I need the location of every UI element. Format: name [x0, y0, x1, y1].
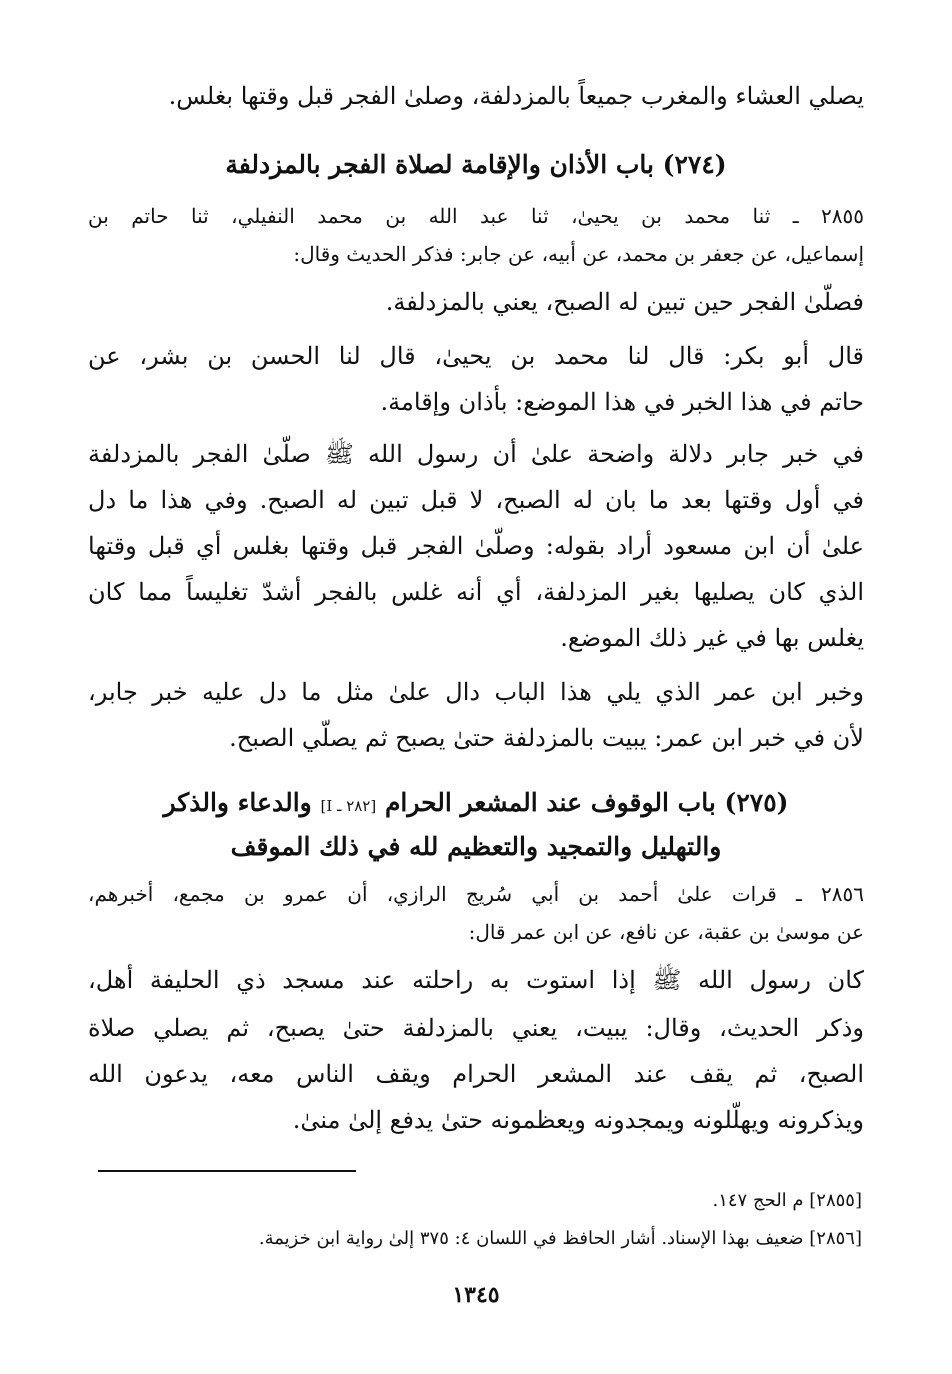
commentary-line: قال أبو بكر: قال لنا محمد بن يحيىٰ، قال لنا الحسن بن بشر، عن	[88, 342, 864, 370]
commentary-line: وخبر ابن عمر الذي يلي هذا الباب دال علىٰ مثل ما دل عليه خبر جابر،	[88, 678, 864, 706]
commentary-line: حاتم في هذا الخبر في هذا الموضع: بأذان وإقامة.	[380, 388, 864, 416]
hadith-matn-line: الصبح، ثم يقف عند المشعر الحرام ويقف الناس معه، يدعون الله	[88, 1060, 864, 1088]
footnote-divider	[98, 1170, 356, 1172]
footnote: [٢٨٥٥] م الحج ١٤٧.	[712, 1190, 862, 1211]
footnote: [٢٨٥٦] ضعيف بهذا الإسناد. أشار الحافظ في اللسان ٤: ٣٧٥ إلىٰ رواية ابن خزيمة.	[258, 1228, 862, 1249]
page-number: ١٣٤٥	[452, 1282, 500, 1308]
hadith-matn: فصلّىٰ الفجر حين تبين له الصبح، يعني بالمزدلفة.	[385, 288, 864, 316]
isnad-line-1: ٢٨٥٦ ـ قرات علىٰ أحمد بن أبي سُريج الرازي، أن عمرو بن مجمع، أخبرهم،	[88, 882, 864, 906]
continuation-line: يصلي العشاء والمغرب جميعاً بالمزدلفة، وصلىٰ الفجر قبل وقتها بغلس.	[168, 82, 864, 110]
chapter-heading-275	[88, 790, 864, 815]
commentary-line: في أول وقتها بعد ما بان له الصبح، لا قبل تبين له الصبح. وفي هذا ما دل	[88, 486, 864, 514]
commentary-line: علىٰ أن ابن مسعود أراد بقوله: وصلّىٰ الفجر قبل وقتها بغلس أي قبل وقتها	[88, 532, 864, 560]
isnad-line-2: عن موسىٰ بن عقبة، عن نافع، عن ابن عمر قال:	[468, 920, 864, 944]
commentary-line: يغلس بها في غير ذلك الموضع.	[560, 624, 864, 652]
commentary-line: الذي كان يصليها بغير المزدلفة، أي أنه غلس بالفجر أشدّ تغليساً مما كان	[88, 578, 864, 606]
isnad-line-2: إسماعيل، عن جعفر بن محمد، عن أبيه، عن جابر: فذكر الحديث وقال:	[293, 242, 864, 266]
hadith-matn-line: ويذكرونه ويهلّلونه ويمجدونه ويعظمونه حتىٰ يدفع إلىٰ منىٰ.	[292, 1106, 864, 1134]
chapter-heading-274: (٢٧٤) باب الأذان والإقامة لصلاة الفجر بالمزدلفة	[225, 150, 727, 179]
cross-reference: [٢٨٢ ـ I]	[320, 797, 377, 815]
commentary-line: لأن في خبر ابن عمر: يبيت بالمزدلفة حتىٰ يصبح ثم يصلّي الصبح.	[229, 724, 864, 752]
heading-part: (٢٧٥) باب الوقوف عند المشعر الحرام	[384, 788, 789, 817]
hadith-matn-line: كان رسول الله ﷺ إذا استوت به راحلته عند مسجد ذي الحليفة أهل،	[88, 966, 864, 994]
hadith-matn-line: وذكر الحديث، وقال: يبيت، يعني بالمزدلفة حتىٰ يصبح، ثم يصلي صلاة	[88, 1014, 864, 1042]
chapter-heading-275-line-2: والتهليل والتمجيد والتعظيم لله في ذلك الموقف	[230, 832, 722, 861]
heading-part: والدعاء والذكر	[163, 788, 312, 817]
isnad-line-1: ٢٨٥٥ ـ ثنا محمد بن يحيىٰ، ثنا عبد الله بن محمد النفيلي، ثنا حاتم بن	[88, 204, 864, 228]
commentary-line: في خبر جابر دلالة واضحة علىٰ أن رسول الله ﷺ صلّىٰ الفجر بالمزدلفة	[88, 440, 864, 468]
